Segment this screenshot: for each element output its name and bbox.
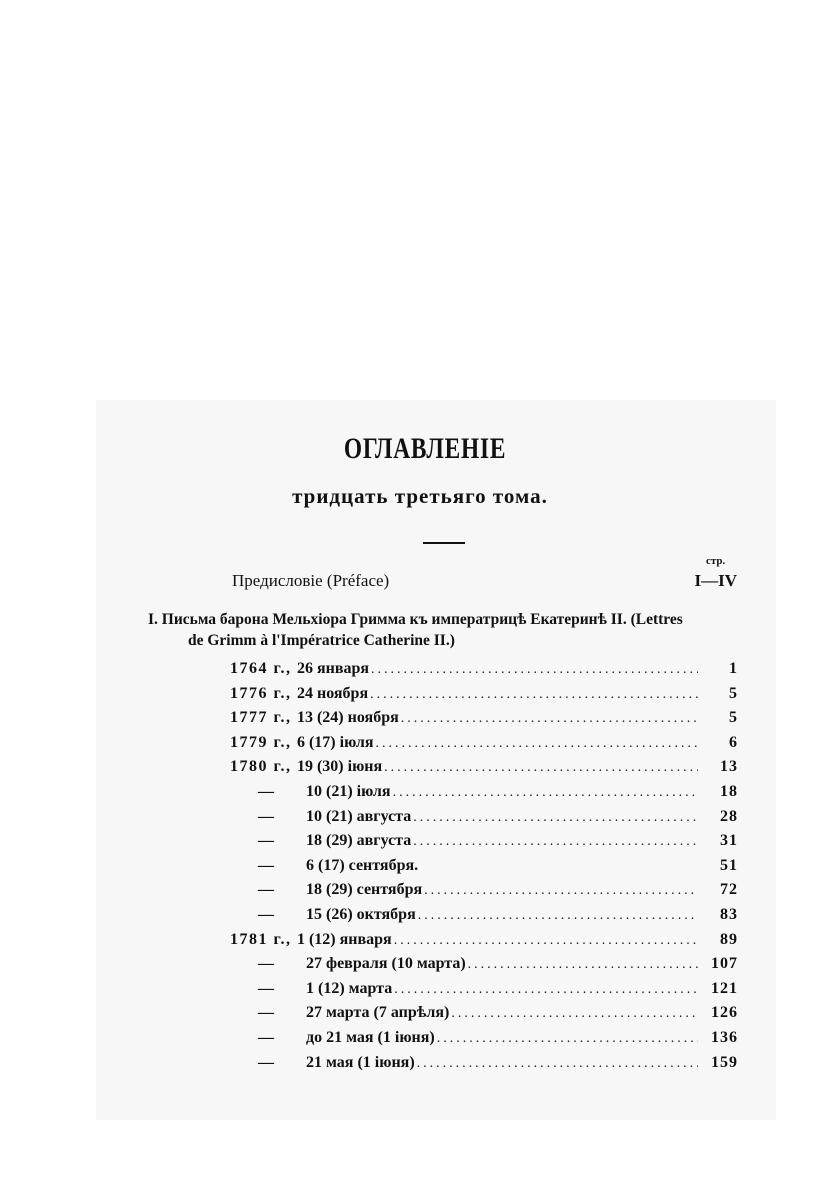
- toc-entry-year: 1779 г.,: [230, 733, 297, 751]
- section-heading-line2: de Grimm à l'Impératrice Catherine II.): [188, 632, 455, 649]
- toc-entry-day: 10 (21) іюля: [306, 782, 391, 800]
- dot-leader: [466, 957, 698, 973]
- toc-entry: [230, 1054, 738, 1079]
- toc-entry-year: 1777 г.,: [230, 709, 297, 727]
- toc-entry-page: 89: [720, 930, 738, 948]
- dot-leader: [391, 785, 698, 801]
- toc-entry-date: [306, 955, 466, 973]
- toc-entry-day: 15 (26) октября: [306, 905, 416, 923]
- ditto-dash: —: [258, 1053, 274, 1071]
- toc-entry: [230, 1004, 738, 1029]
- ditto-dash: —: [258, 1028, 274, 1046]
- toc-entry-page: 31: [720, 832, 738, 850]
- ditto-dash: —: [258, 979, 274, 997]
- dot-leader: [374, 736, 698, 752]
- toc-entry: [230, 1029, 738, 1054]
- toc-entry-date: [230, 758, 382, 776]
- toc-entry-date: [230, 660, 369, 678]
- toc-entry: [230, 660, 738, 685]
- toc-entry-day: 6 (17) іюля: [296, 733, 374, 751]
- toc-entry: [230, 685, 738, 710]
- dot-leader: [449, 1006, 698, 1022]
- toc-entry-date: [306, 1054, 415, 1072]
- toc-entry-date: [306, 832, 411, 850]
- dot-leader: [399, 711, 698, 727]
- toc-entry-day: 6 (17) сентября.: [306, 856, 419, 874]
- toc-entry-day: 13 (24) ноября: [296, 709, 399, 727]
- page-subtitle: тридцать третьяго тома.: [292, 484, 548, 508]
- toc-entry-page: 5: [729, 684, 738, 702]
- toc-entry-page: 1: [729, 660, 738, 677]
- toc-entry-page: 18: [720, 782, 738, 800]
- ditto-dash: —: [258, 782, 274, 800]
- toc-entry-year: 1764 г.,: [230, 660, 297, 677]
- dot-leader: [415, 1056, 698, 1072]
- toc-entry: [230, 832, 738, 857]
- toc-entry-year: 1781 г.,: [230, 930, 297, 948]
- toc-entry: [230, 857, 738, 882]
- toc-entry-page: 13: [720, 758, 738, 776]
- section-heading-line1: I. Письма барона Мельхіора Гримма къ императрицѣ Екатеринѣ II. (Lettres: [148, 611, 683, 628]
- page-title: ОГЛАВЛЕНІЕ: [343, 432, 507, 465]
- toc-entry: [230, 980, 738, 1005]
- ditto-dash: —: [258, 1004, 274, 1022]
- toc-entry-year: 1780 г.,: [230, 758, 297, 776]
- ditto-dash: —: [258, 905, 274, 923]
- toc-entry-date: [306, 980, 392, 998]
- dot-leader: [368, 687, 698, 703]
- toc-entry-day: 1 (12) марта: [306, 979, 393, 997]
- toc-entry-day: 19 (30) іюня: [296, 758, 383, 776]
- toc-entry-year: 1776 г.,: [230, 684, 297, 702]
- toc-entry-date: [306, 783, 391, 801]
- toc-entry-day: 27 марта (7 апрѣля): [306, 1004, 450, 1022]
- toc-entry-day: 21 мая (1 іюня): [306, 1053, 415, 1071]
- dot-leader: [435, 1031, 698, 1047]
- preface-entry-pages: I—IV: [694, 571, 737, 590]
- toc-entry: [230, 758, 738, 783]
- toc-entry-day: 1 (12) января: [296, 930, 392, 948]
- toc-entry: [230, 881, 738, 906]
- section-heading: [148, 609, 708, 651]
- toc-entry-date: [230, 931, 392, 949]
- toc-entry: [230, 955, 738, 980]
- ditto-dash: —: [258, 856, 274, 874]
- toc-entry-day: 18 (29) августа: [306, 832, 412, 850]
- toc-entry-page: 159: [711, 1053, 738, 1071]
- toc-entry-date: [306, 1029, 435, 1047]
- toc-entry-page: 126: [711, 1004, 738, 1022]
- toc-entry-day: 27 февраля (10 марта): [306, 955, 466, 973]
- title-divider: [423, 542, 465, 544]
- toc-entry-page: 6: [729, 733, 738, 751]
- dot-leader: [382, 760, 698, 776]
- toc-entry-date: [230, 685, 368, 703]
- dot-leader: [411, 810, 698, 826]
- toc-entry: [230, 906, 738, 931]
- toc-entry: [230, 734, 738, 759]
- toc-entry-date: [306, 857, 418, 875]
- toc-entry-page: 72: [720, 881, 738, 899]
- toc-entry-date: [306, 906, 416, 924]
- toc-entry-date: [306, 881, 422, 899]
- ditto-dash: —: [258, 807, 274, 825]
- dot-leader: [416, 908, 698, 924]
- toc-entry-day: 26 января: [296, 660, 370, 677]
- toc-entry-page: 28: [720, 807, 738, 825]
- toc-entry-day: 18 (29) сентября: [306, 881, 423, 899]
- dot-leader: [392, 933, 698, 949]
- toc-entry-page: 136: [711, 1028, 738, 1046]
- toc-entry-day: 24 ноября: [296, 684, 369, 702]
- ditto-dash: —: [258, 955, 274, 973]
- dot-leader: [369, 662, 698, 678]
- dot-leader: [411, 834, 698, 850]
- toc-entry: [230, 709, 738, 734]
- preface-entry-label: Предисловіе (Préface): [232, 571, 390, 590]
- toc-entry-date: [306, 1004, 449, 1022]
- toc-entry-page: 107: [711, 955, 738, 973]
- dot-leader: [422, 883, 698, 899]
- toc-entry-date: [230, 709, 399, 727]
- toc-entry-page: 83: [720, 905, 738, 923]
- ditto-dash: —: [258, 832, 274, 850]
- ditto-dash: —: [258, 881, 274, 899]
- toc-entry-page: 51: [720, 856, 738, 874]
- toc-entries: [230, 660, 738, 1078]
- toc-entry-page: 5: [729, 709, 738, 727]
- dot-leader: [392, 982, 698, 998]
- toc-entry-date: [230, 734, 374, 752]
- toc-entry-day: 10 (21) августа: [306, 807, 412, 825]
- toc-entry: [230, 931, 738, 956]
- toc-entry: [230, 808, 738, 833]
- page-column-label: стр.: [706, 555, 726, 567]
- toc-entry-day: до 21 мая (1 іюня): [306, 1028, 435, 1046]
- toc-entry: [230, 783, 738, 808]
- toc-entry-page: 121: [711, 979, 738, 997]
- toc-entry-date: [306, 808, 411, 826]
